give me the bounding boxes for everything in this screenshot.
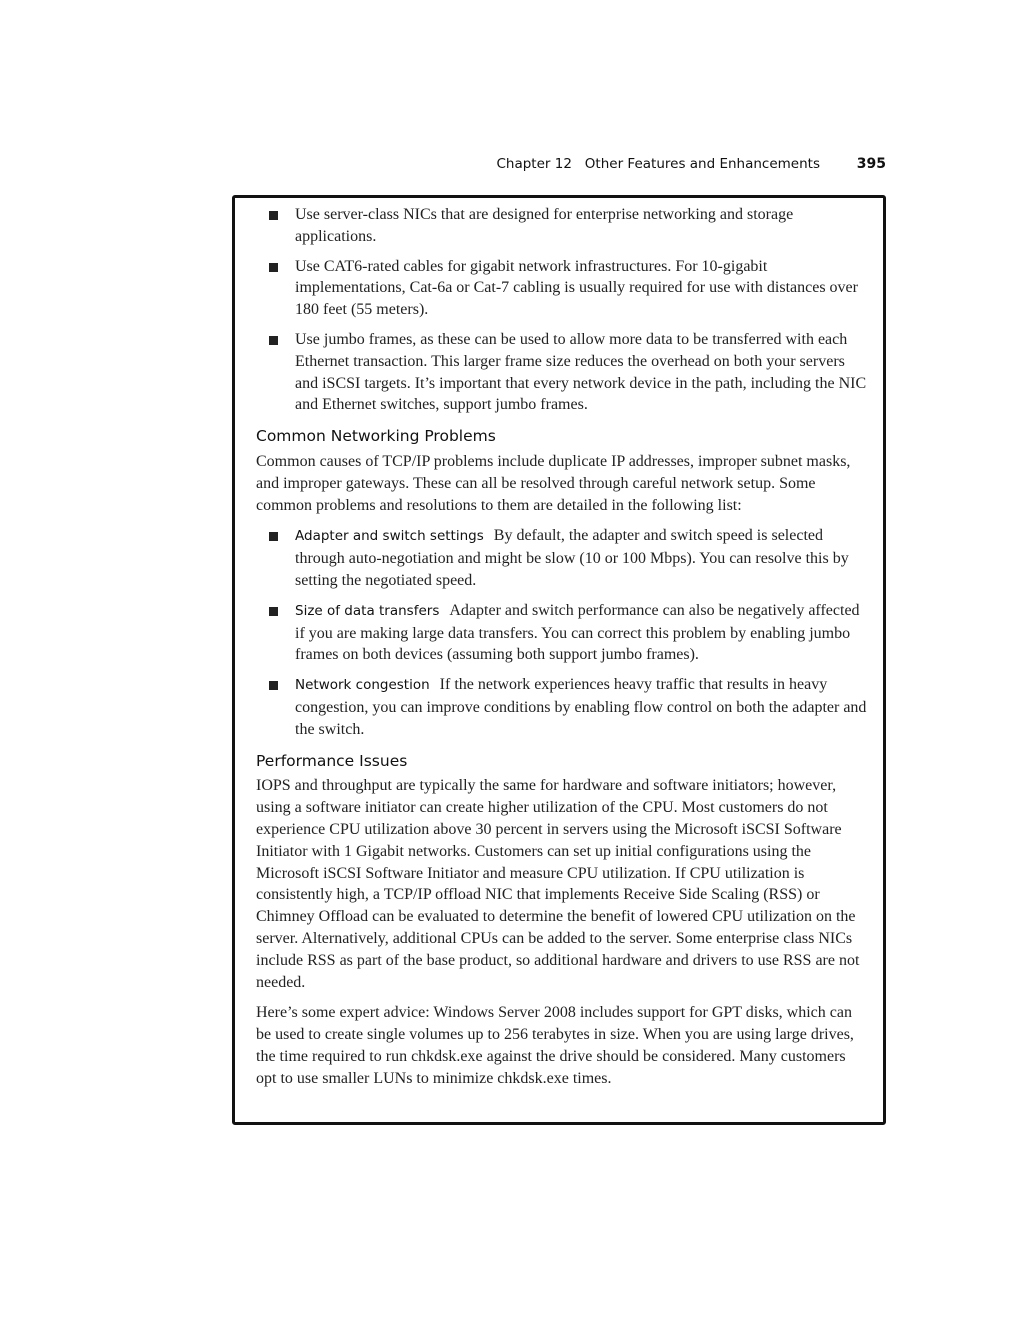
sidebar-box xyxy=(232,195,886,1125)
list-item xyxy=(256,329,868,416)
term: Size of data transfers xyxy=(295,602,440,619)
list-item xyxy=(256,525,868,591)
term: Adapter and switch settings xyxy=(295,528,484,545)
bullet-text: If the network experiences heavy traffic that results in heavy congestion, you can improve conditions by enabling flow control on both the adapter and the switch. xyxy=(295,676,867,738)
term: Network congestion xyxy=(295,677,430,694)
intro-bullet-list xyxy=(256,204,868,416)
bullet-text: Use CAT6-rated cables for gigabit network infrastructures. For 10-gigabit implementations, Cat-6a or Cat-7 cabling is usually required for use with distances over 180 feet (55 meters). xyxy=(295,257,858,319)
problem-list xyxy=(256,525,868,740)
list-item xyxy=(256,674,868,740)
square-bullet-icon xyxy=(269,532,278,541)
square-bullet-icon xyxy=(269,681,278,690)
square-bullet-icon xyxy=(269,336,278,345)
bullet-text: Use server-class NICs that are designed for enterprise networking and storage applications. xyxy=(295,206,794,245)
square-bullet-icon xyxy=(269,211,278,220)
bullet-text: By default, the adapter and switch speed is selected through auto-negotiation and might be slow (10 or 100 Mbps). You can resolve this by setting the negotiated speed. xyxy=(295,527,849,589)
bullet-text: Adapter and switch performance can also be negatively affected if you are making large data transfers. You can correct this problem by enabling jumbo frames on both devices (assuming both support jumbo frames). xyxy=(295,601,860,664)
list-item xyxy=(256,204,868,248)
chapter-title: Chapter 12 Other Features and Enhancements xyxy=(496,156,820,172)
bullet-text: Use jumbo frames, as these can be used to allow more data to be transferred with each Ethernet transaction. This larger frame size reduces the overhead on both your servers and iSCSI targets. It’s important that every network device in the path, including the NIC and Ethernet switches, support jumbo frames. xyxy=(295,330,867,414)
page-number: 395 xyxy=(856,156,886,172)
section-heading: Performance Issues xyxy=(256,751,408,770)
square-bullet-icon xyxy=(269,263,278,272)
paragraph: Common causes of TCP/IP problems include duplicate IP addresses, improper subnet masks, and improper gateways. These can all be resolved through careful network setup. Some common problems and resolutions to them are detailed in the following list: xyxy=(256,452,851,514)
section-heading: Common Networking Problems xyxy=(256,427,496,446)
paragraph: Here’s some expert advice: Windows Server 2008 includes support for GPT disks, which can be used to create single volumes up to 256 terabytes in size. When you are using large drives, the time required to run chkdsk.exe against the drive should be considered. Many customers opt to use smaller LUNs to minimize chkdsk.exe times. xyxy=(256,1004,854,1087)
box-content xyxy=(256,204,868,1098)
list-item xyxy=(256,600,868,666)
paragraph: IOPS and throughput are typically the same for hardware and software initiators; however, using a software initiator can create higher utilization of the CPU. Most customers do not experience CPU utilization above 30 percent in servers using the Microsoft iSCSI Software Initiator with 1 Gigabit networks. Customers can set up initial configurations using the Microsoft iSCSI Software Initiator and measure CPU utilization. If CPU utilization is consistently high, a TCP/IP offload NIC that implements Receive Side Scaling (RSS) or Chimney Offload can be evaluated to determine the benefit of lowered CPU utilization on the server. Alternatively, additional CPUs can be added to the server. Some enterprise class NICs include RSS as part of the base product, so additional hardware and drivers to use RSS are not needed. xyxy=(256,777,860,991)
square-bullet-icon xyxy=(269,607,278,616)
list-item xyxy=(256,256,868,321)
